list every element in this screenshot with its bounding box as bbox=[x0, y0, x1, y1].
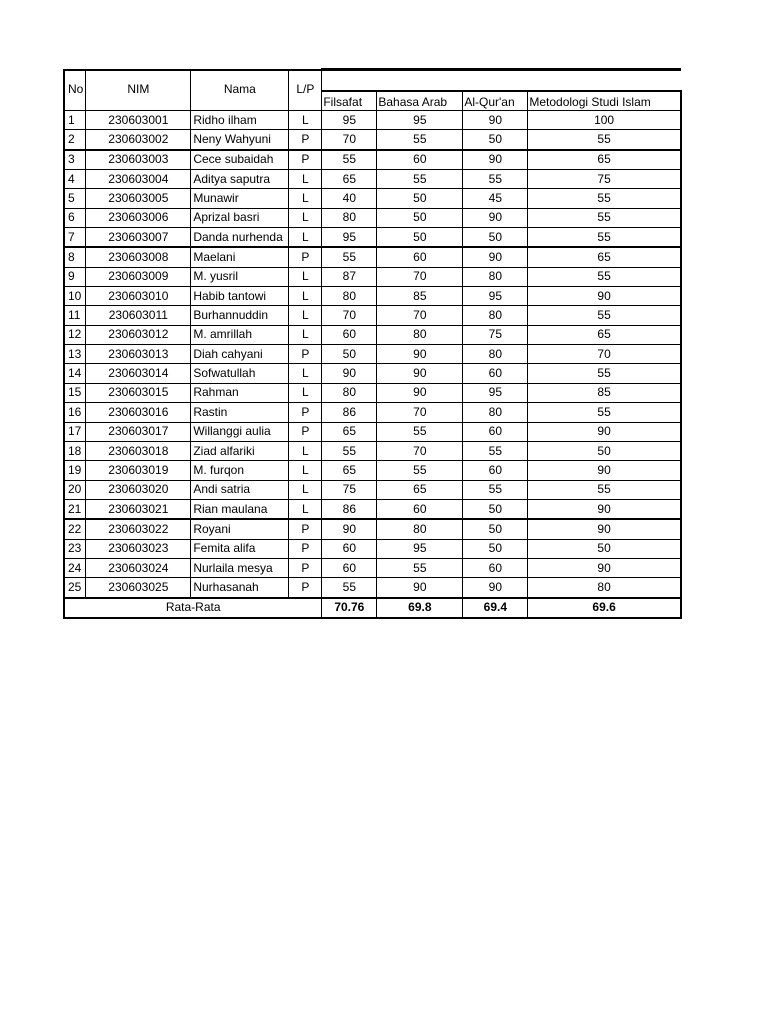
cell-nim: 230603018 bbox=[86, 441, 191, 460]
cell-filsafat: 90 bbox=[322, 364, 377, 383]
table-row bbox=[64, 287, 681, 306]
cell-filsafat: 55 bbox=[322, 247, 377, 267]
cell-metodologi-studi-islam: 90 bbox=[528, 461, 681, 480]
cell-nama: Femita alifa bbox=[191, 539, 289, 558]
cell-bahasa-arab: 50 bbox=[377, 228, 463, 248]
cell-metodologi-studi-islam: 90 bbox=[528, 558, 681, 577]
cell-nama: Sofwatullah bbox=[191, 364, 289, 383]
cell-nama: Diah cahyani bbox=[191, 345, 289, 364]
cell-nama: Willanggi aulia bbox=[191, 422, 289, 441]
cell-filsafat: 95 bbox=[322, 228, 377, 248]
cell-al-quran: 90 bbox=[463, 208, 528, 227]
cell-nim: 230603017 bbox=[86, 422, 191, 441]
header-metodologi-studi-islam: Metodologi Studi Islam bbox=[528, 91, 681, 111]
table-row bbox=[64, 170, 681, 189]
cell-lp: L bbox=[289, 441, 322, 460]
cell-bahasa-arab: 90 bbox=[377, 345, 463, 364]
cell-bahasa-arab: 70 bbox=[377, 306, 463, 325]
cell-metodologi-studi-islam: 90 bbox=[528, 287, 681, 306]
table-row bbox=[64, 519, 681, 539]
cell-no: 4 bbox=[64, 170, 86, 189]
cell-al-quran: 50 bbox=[463, 499, 528, 519]
cell-bahasa-arab: 60 bbox=[377, 499, 463, 519]
average-al-quran: 69.4 bbox=[463, 598, 528, 618]
cell-lp: P bbox=[289, 150, 322, 170]
cell-bahasa-arab: 55 bbox=[377, 422, 463, 441]
cell-no: 25 bbox=[64, 578, 86, 598]
cell-nama: Rian maulana bbox=[191, 499, 289, 519]
cell-nim: 230603002 bbox=[86, 130, 191, 150]
cell-nama: M. furqon bbox=[191, 461, 289, 480]
cell-lp: L bbox=[289, 287, 322, 306]
cell-no: 17 bbox=[64, 422, 86, 441]
cell-filsafat: 60 bbox=[322, 325, 377, 344]
cell-lp: L bbox=[289, 461, 322, 480]
cell-lp: L bbox=[289, 306, 322, 325]
cell-nim: 230603012 bbox=[86, 325, 191, 344]
cell-al-quran: 50 bbox=[463, 130, 528, 150]
cell-nama: Andi satria bbox=[191, 480, 289, 499]
cell-bahasa-arab: 55 bbox=[377, 461, 463, 480]
cell-lp: L bbox=[289, 111, 322, 130]
table-row bbox=[64, 480, 681, 499]
cell-bahasa-arab: 70 bbox=[377, 403, 463, 422]
cell-nim: 230603010 bbox=[86, 287, 191, 306]
cell-bahasa-arab: 65 bbox=[377, 480, 463, 499]
cell-bahasa-arab: 55 bbox=[377, 170, 463, 189]
cell-lp: P bbox=[289, 539, 322, 558]
cell-filsafat: 65 bbox=[322, 422, 377, 441]
cell-filsafat: 60 bbox=[322, 558, 377, 577]
cell-metodologi-studi-islam: 55 bbox=[528, 208, 681, 227]
cell-no: 5 bbox=[64, 189, 86, 208]
table-row bbox=[64, 267, 681, 286]
cell-no: 12 bbox=[64, 325, 86, 344]
cell-al-quran: 60 bbox=[463, 461, 528, 480]
cell-metodologi-studi-islam: 50 bbox=[528, 539, 681, 558]
table-row bbox=[64, 130, 681, 150]
cell-no: 11 bbox=[64, 306, 86, 325]
cell-metodologi-studi-islam: 90 bbox=[528, 499, 681, 519]
cell-al-quran: 55 bbox=[463, 441, 528, 460]
cell-nama: Royani bbox=[191, 519, 289, 539]
cell-no: 7 bbox=[64, 228, 86, 248]
cell-lp: L bbox=[289, 325, 322, 344]
cell-bahasa-arab: 95 bbox=[377, 111, 463, 130]
cell-bahasa-arab: 55 bbox=[377, 130, 463, 150]
cell-no: 15 bbox=[64, 383, 86, 402]
cell-bahasa-arab: 50 bbox=[377, 208, 463, 227]
cell-nim: 230603025 bbox=[86, 578, 191, 598]
cell-filsafat: 70 bbox=[322, 306, 377, 325]
header-subject-group bbox=[322, 70, 681, 92]
cell-bahasa-arab: 55 bbox=[377, 558, 463, 577]
cell-metodologi-studi-islam: 90 bbox=[528, 519, 681, 539]
cell-metodologi-studi-islam: 55 bbox=[528, 364, 681, 383]
table-row bbox=[64, 441, 681, 460]
cell-nama: Nurhasanah bbox=[191, 578, 289, 598]
cell-nim: 230603007 bbox=[86, 228, 191, 248]
cell-lp: L bbox=[289, 189, 322, 208]
cell-nim: 230603001 bbox=[86, 111, 191, 130]
cell-nim: 230603008 bbox=[86, 247, 191, 267]
cell-al-quran: 60 bbox=[463, 558, 528, 577]
cell-nama: Maelani bbox=[191, 247, 289, 267]
cell-al-quran: 90 bbox=[463, 150, 528, 170]
average-row bbox=[64, 598, 681, 618]
cell-lp: L bbox=[289, 383, 322, 402]
cell-nim: 230603020 bbox=[86, 480, 191, 499]
cell-al-quran: 45 bbox=[463, 189, 528, 208]
cell-lp: P bbox=[289, 403, 322, 422]
cell-al-quran: 50 bbox=[463, 519, 528, 539]
cell-no: 19 bbox=[64, 461, 86, 480]
cell-nama: Burhannuddin bbox=[191, 306, 289, 325]
cell-filsafat: 87 bbox=[322, 267, 377, 286]
cell-filsafat: 95 bbox=[322, 111, 377, 130]
cell-metodologi-studi-islam: 55 bbox=[528, 267, 681, 286]
cell-metodologi-studi-islam: 55 bbox=[528, 130, 681, 150]
cell-no: 8 bbox=[64, 247, 86, 267]
cell-metodologi-studi-islam: 65 bbox=[528, 325, 681, 344]
cell-filsafat: 55 bbox=[322, 150, 377, 170]
cell-lp: L bbox=[289, 228, 322, 248]
cell-al-quran: 75 bbox=[463, 325, 528, 344]
cell-metodologi-studi-islam: 75 bbox=[528, 170, 681, 189]
average-label: Rata-Rata bbox=[64, 598, 322, 618]
cell-nim: 230603009 bbox=[86, 267, 191, 286]
cell-filsafat: 65 bbox=[322, 170, 377, 189]
cell-bahasa-arab: 70 bbox=[377, 267, 463, 286]
cell-nama: Ziad alfariki bbox=[191, 441, 289, 460]
cell-metodologi-studi-islam: 100 bbox=[528, 111, 681, 130]
cell-lp: L bbox=[289, 267, 322, 286]
header-al-quran: Al-Qur'an bbox=[463, 91, 528, 111]
table-row bbox=[64, 558, 681, 577]
cell-nim: 230603019 bbox=[86, 461, 191, 480]
table-row bbox=[64, 345, 681, 364]
cell-lp: P bbox=[289, 130, 322, 150]
cell-no: 10 bbox=[64, 287, 86, 306]
cell-bahasa-arab: 60 bbox=[377, 150, 463, 170]
cell-nim: 230603016 bbox=[86, 403, 191, 422]
cell-no: 1 bbox=[64, 111, 86, 130]
cell-no: 24 bbox=[64, 558, 86, 577]
cell-nim: 230603013 bbox=[86, 345, 191, 364]
cell-nim: 230603023 bbox=[86, 539, 191, 558]
table-row bbox=[64, 208, 681, 227]
cell-metodologi-studi-islam: 55 bbox=[528, 403, 681, 422]
cell-filsafat: 70 bbox=[322, 130, 377, 150]
header-nama: Nama bbox=[191, 70, 289, 111]
cell-lp: L bbox=[289, 364, 322, 383]
cell-filsafat: 86 bbox=[322, 499, 377, 519]
cell-nama: Aditya saputra bbox=[191, 170, 289, 189]
cell-al-quran: 95 bbox=[463, 287, 528, 306]
header-bahasa-arab: Bahasa Arab bbox=[377, 91, 463, 111]
cell-nama: M. yusril bbox=[191, 267, 289, 286]
cell-nim: 230603006 bbox=[86, 208, 191, 227]
cell-filsafat: 40 bbox=[322, 189, 377, 208]
cell-metodologi-studi-islam: 70 bbox=[528, 345, 681, 364]
cell-nama: Neny Wahyuni bbox=[191, 130, 289, 150]
header-nim: NIM bbox=[86, 70, 191, 111]
cell-nama: Habib tantowi bbox=[191, 287, 289, 306]
cell-metodologi-studi-islam: 55 bbox=[528, 480, 681, 499]
cell-filsafat: 90 bbox=[322, 519, 377, 539]
cell-nim: 230603024 bbox=[86, 558, 191, 577]
cell-lp: L bbox=[289, 170, 322, 189]
cell-metodologi-studi-islam: 65 bbox=[528, 150, 681, 170]
average-metodologi-studi-islam: 69.6 bbox=[528, 598, 681, 618]
cell-bahasa-arab: 85 bbox=[377, 287, 463, 306]
cell-filsafat: 55 bbox=[322, 578, 377, 598]
cell-filsafat: 80 bbox=[322, 208, 377, 227]
table-row bbox=[64, 228, 681, 248]
cell-nama: Cece subaidah bbox=[191, 150, 289, 170]
table-row bbox=[64, 306, 681, 325]
cell-no: 2 bbox=[64, 130, 86, 150]
cell-al-quran: 90 bbox=[463, 111, 528, 130]
cell-nama: Aprizal basri bbox=[191, 208, 289, 227]
cell-bahasa-arab: 60 bbox=[377, 247, 463, 267]
average-bahasa-arab: 69.8 bbox=[377, 598, 463, 618]
cell-al-quran: 60 bbox=[463, 422, 528, 441]
header-no: No bbox=[64, 70, 86, 111]
cell-no: 21 bbox=[64, 499, 86, 519]
cell-no: 18 bbox=[64, 441, 86, 460]
table-row bbox=[64, 364, 681, 383]
cell-filsafat: 55 bbox=[322, 441, 377, 460]
cell-nim: 230603014 bbox=[86, 364, 191, 383]
cell-bahasa-arab: 90 bbox=[377, 578, 463, 598]
cell-filsafat: 75 bbox=[322, 480, 377, 499]
cell-lp: P bbox=[289, 247, 322, 267]
cell-lp: P bbox=[289, 558, 322, 577]
cell-nim: 230603011 bbox=[86, 306, 191, 325]
cell-lp: P bbox=[289, 578, 322, 598]
table-row bbox=[64, 403, 681, 422]
cell-no: 3 bbox=[64, 150, 86, 170]
cell-al-quran: 50 bbox=[463, 539, 528, 558]
cell-al-quran: 80 bbox=[463, 267, 528, 286]
average-filsafat: 70.76 bbox=[322, 598, 377, 618]
cell-no: 23 bbox=[64, 539, 86, 558]
header-row bbox=[64, 70, 681, 92]
table-row bbox=[64, 539, 681, 558]
cell-al-quran: 80 bbox=[463, 345, 528, 364]
cell-al-quran: 90 bbox=[463, 578, 528, 598]
cell-no: 13 bbox=[64, 345, 86, 364]
cell-filsafat: 60 bbox=[322, 539, 377, 558]
cell-al-quran: 55 bbox=[463, 480, 528, 499]
cell-lp: L bbox=[289, 480, 322, 499]
cell-al-quran: 55 bbox=[463, 170, 528, 189]
cell-al-quran: 80 bbox=[463, 306, 528, 325]
cell-nama: Munawir bbox=[191, 189, 289, 208]
table-row bbox=[64, 189, 681, 208]
cell-no: 14 bbox=[64, 364, 86, 383]
table-row bbox=[64, 461, 681, 480]
table-row bbox=[64, 111, 681, 130]
cell-lp: P bbox=[289, 345, 322, 364]
cell-filsafat: 80 bbox=[322, 383, 377, 402]
cell-al-quran: 80 bbox=[463, 403, 528, 422]
cell-lp: P bbox=[289, 519, 322, 539]
cell-nama: Rahman bbox=[191, 383, 289, 402]
cell-filsafat: 50 bbox=[322, 345, 377, 364]
cell-nama: Nurlaila mesya bbox=[191, 558, 289, 577]
cell-lp: P bbox=[289, 422, 322, 441]
grades-table bbox=[63, 68, 682, 619]
cell-no: 9 bbox=[64, 267, 86, 286]
cell-al-quran: 95 bbox=[463, 383, 528, 402]
cell-filsafat: 65 bbox=[322, 461, 377, 480]
cell-lp: L bbox=[289, 208, 322, 227]
table-row bbox=[64, 247, 681, 267]
cell-filsafat: 80 bbox=[322, 287, 377, 306]
table-row bbox=[64, 578, 681, 598]
cell-metodologi-studi-islam: 85 bbox=[528, 383, 681, 402]
cell-nim: 230603022 bbox=[86, 519, 191, 539]
cell-no: 20 bbox=[64, 480, 86, 499]
cell-al-quran: 50 bbox=[463, 228, 528, 248]
table-row bbox=[64, 383, 681, 402]
cell-nama: Danda nurhenda bbox=[191, 228, 289, 248]
cell-metodologi-studi-islam: 80 bbox=[528, 578, 681, 598]
cell-no: 22 bbox=[64, 519, 86, 539]
cell-bahasa-arab: 50 bbox=[377, 189, 463, 208]
cell-nama: Rastin bbox=[191, 403, 289, 422]
cell-bahasa-arab: 80 bbox=[377, 519, 463, 539]
cell-nim: 230603004 bbox=[86, 170, 191, 189]
table-row bbox=[64, 325, 681, 344]
cell-lp: L bbox=[289, 499, 322, 519]
cell-al-quran: 60 bbox=[463, 364, 528, 383]
cell-nama: M. amrillah bbox=[191, 325, 289, 344]
header-lp: L/P bbox=[289, 70, 322, 111]
table-row bbox=[64, 422, 681, 441]
cell-metodologi-studi-islam: 65 bbox=[528, 247, 681, 267]
cell-nim: 230603021 bbox=[86, 499, 191, 519]
cell-bahasa-arab: 70 bbox=[377, 441, 463, 460]
cell-nim: 230603005 bbox=[86, 189, 191, 208]
cell-metodologi-studi-islam: 55 bbox=[528, 228, 681, 248]
cell-metodologi-studi-islam: 90 bbox=[528, 422, 681, 441]
cell-nim: 230603003 bbox=[86, 150, 191, 170]
cell-bahasa-arab: 80 bbox=[377, 325, 463, 344]
cell-metodologi-studi-islam: 55 bbox=[528, 189, 681, 208]
cell-filsafat: 86 bbox=[322, 403, 377, 422]
cell-al-quran: 90 bbox=[463, 247, 528, 267]
cell-metodologi-studi-islam: 55 bbox=[528, 306, 681, 325]
header-filsafat: Filsafat bbox=[322, 91, 377, 111]
cell-nim: 230603015 bbox=[86, 383, 191, 402]
table-row bbox=[64, 499, 681, 519]
cell-bahasa-arab: 95 bbox=[377, 539, 463, 558]
cell-nama: Ridho ilham bbox=[191, 111, 289, 130]
cell-no: 6 bbox=[64, 208, 86, 227]
cell-bahasa-arab: 90 bbox=[377, 364, 463, 383]
cell-no: 16 bbox=[64, 403, 86, 422]
cell-bahasa-arab: 90 bbox=[377, 383, 463, 402]
table-row bbox=[64, 150, 681, 170]
cell-metodologi-studi-islam: 50 bbox=[528, 441, 681, 460]
